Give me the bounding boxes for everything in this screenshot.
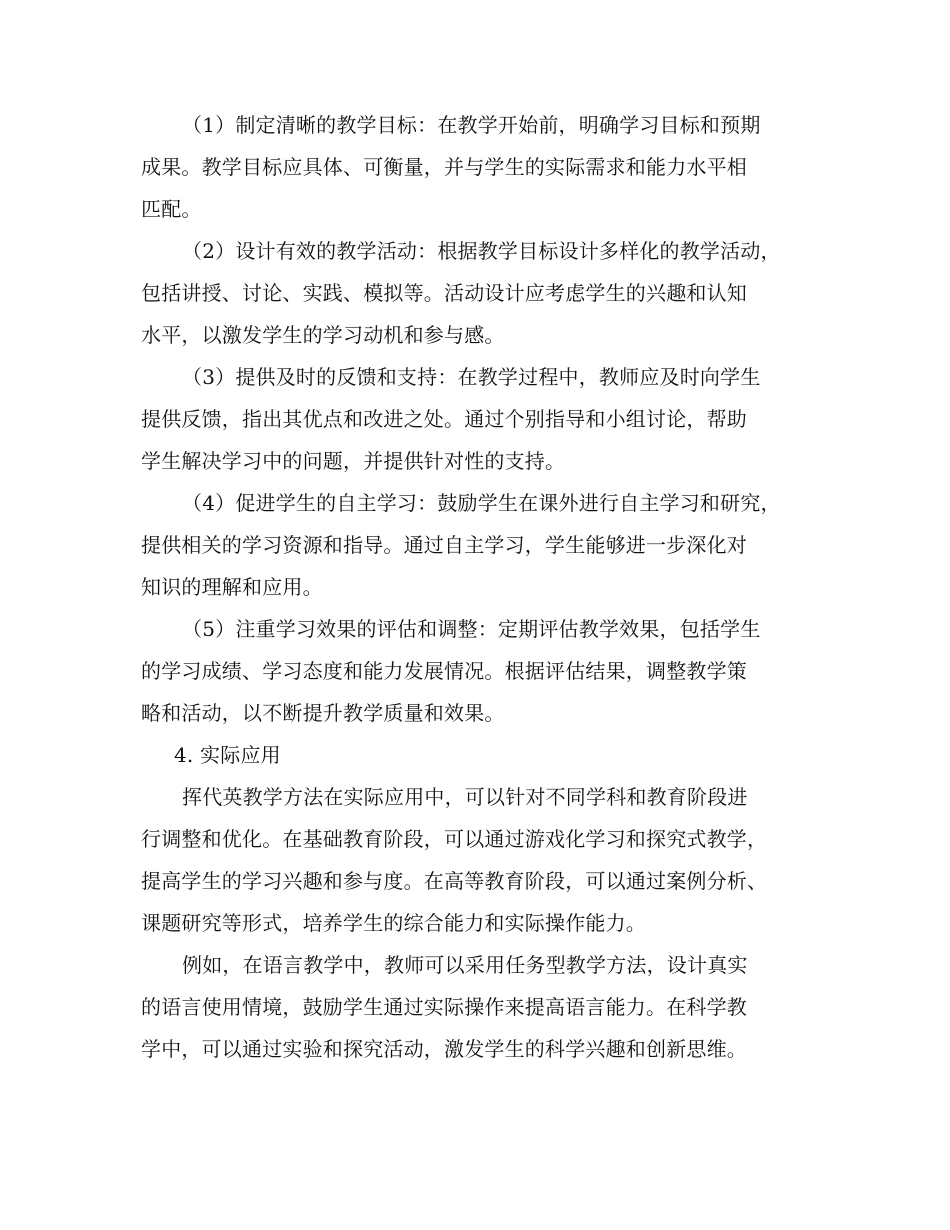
paragraph-line: 成果。教学目标应具体、可衡量，并与学生的实际需求和能力水平相 — [141, 155, 747, 179]
paragraph-line: 提供相关的学习资源和指导。通过自主学习，学生能够进一步深化对 — [141, 533, 747, 557]
paragraph-line: 匹配。 — [141, 197, 202, 221]
section-heading — [141, 734, 831, 776]
paragraph-line: （3）提供及时的反馈和支持：在教学过程中，教师应及时向学生 — [182, 365, 761, 389]
paragraph-line: （2）设计有效的教学活动：根据教学目标设计多样化的教学活动， — [182, 239, 781, 263]
paragraph-line: 学生解决学习中的问题，并提供针对性的支持。 — [141, 449, 566, 473]
paragraph-line: 提供反馈，指出其优点和改进之处。通过个别指导和小组讨论，帮助 — [141, 407, 747, 431]
paragraph-line: 知识的理解和应用。 — [141, 575, 323, 599]
paragraph-item-2 — [141, 230, 831, 356]
paragraph-line: 包括讲授、讨论、实践、模拟等。活动设计应考虑学生的兴趣和认知 — [141, 281, 747, 305]
paragraph-line: 提高学生的学习兴趣和参与度。在高等教育阶段，可以通过案例分析、 — [141, 869, 768, 893]
paragraph-line: 挥代英教学方法在实际应用中，可以针对不同学科和教育阶段进 — [182, 785, 748, 809]
paragraph-item-1 — [141, 104, 831, 230]
paragraph-line: 课题研究等形式，培养学生的综合能力和实际操作能力。 — [141, 911, 646, 935]
paragraph-example — [141, 944, 831, 1070]
paragraph-line: 略和活动，以不断提升教学质量和效果。 — [141, 701, 505, 725]
paragraph-line: 的语言使用情境，鼓励学生通过实际操作来提高语言能力。在科学教 — [141, 995, 747, 1019]
section-heading-text: 4. 实际应用 — [174, 743, 281, 767]
paragraph-item-5 — [141, 608, 831, 734]
paragraph-line: 行调整和优化。在基础教育阶段，可以通过游戏化学习和探究式教学， — [141, 827, 768, 851]
paragraph-line: 例如，在语言教学中，教师可以采用任务型教学方法，设计真实 — [182, 953, 748, 977]
paragraph-line: （1）制定清晰的教学目标：在教学开始前，明确学习目标和预期 — [182, 113, 761, 137]
paragraph-line: （4）促进学生的自主学习：鼓励学生在课外进行自主学习和研究， — [182, 491, 781, 515]
paragraph-item-4 — [141, 482, 831, 608]
paragraph-line: 水平，以激发学生的学习动机和参与感。 — [141, 323, 505, 347]
paragraph-item-3 — [141, 356, 831, 482]
document-body — [141, 104, 831, 1070]
paragraph-line: 的学习成绩、学习态度和能力发展情况。根据评估结果，调整教学策 — [141, 659, 747, 683]
paragraph-practical-application — [141, 776, 831, 944]
paragraph-line: 学中，可以通过实验和探究活动，激发学生的科学兴趣和创新思维。 — [141, 1037, 747, 1061]
paragraph-line: （5）注重学习效果的评估和调整：定期评估教学效果，包括学生 — [182, 617, 761, 641]
